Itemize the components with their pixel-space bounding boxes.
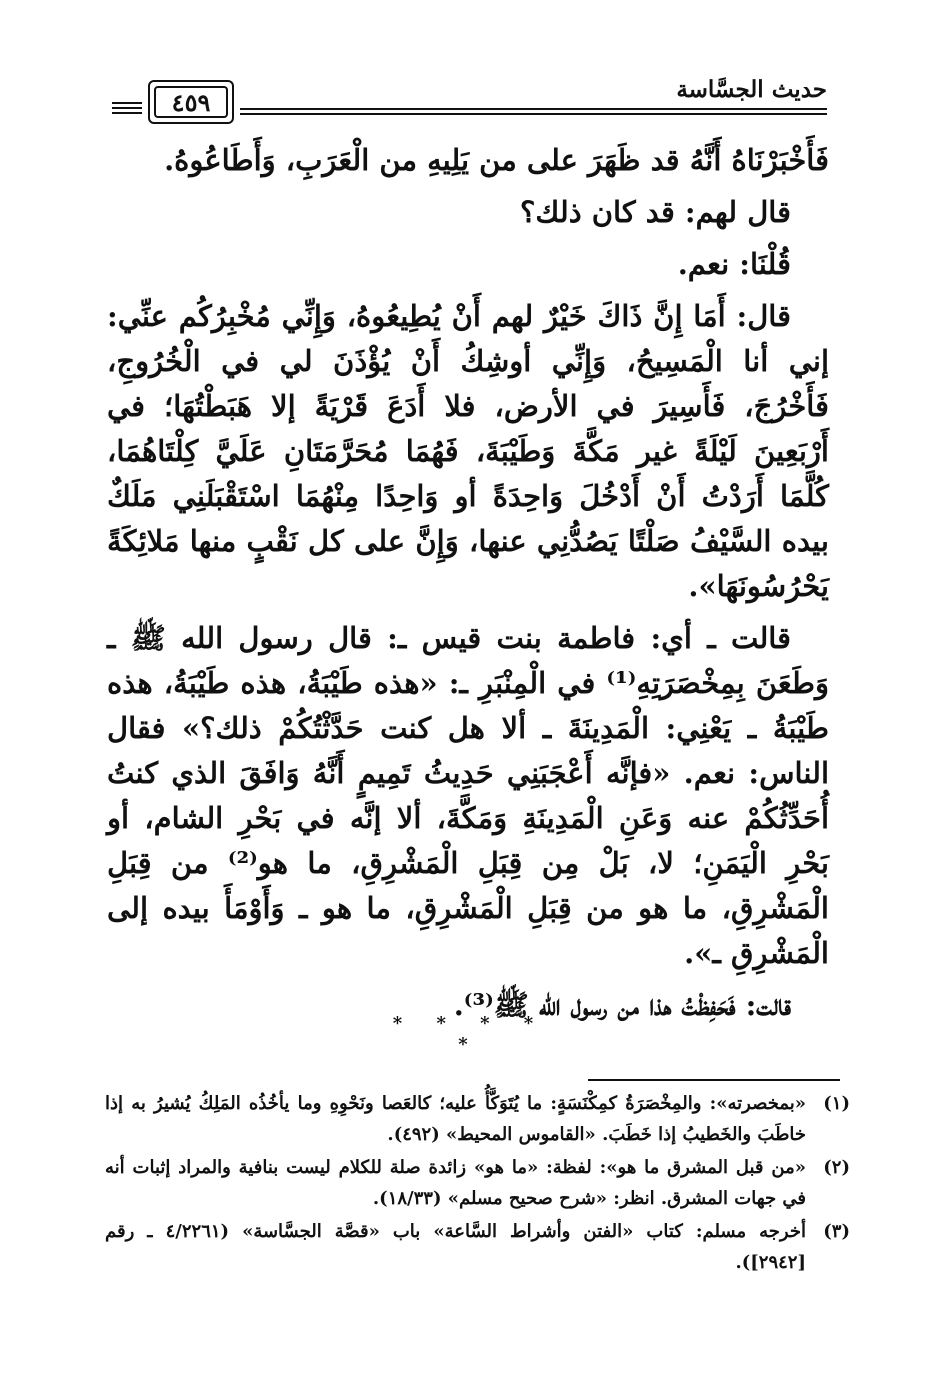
- page-number-frame: [148, 80, 234, 124]
- paragraph: قال: أَمَا إِنَّ ذَاكَ خَيْرٌ لهم أَنْ يُطِيعُوهُ، وَإِنِّي مُخْبِرُكُم عنِّي: إني أنا الْمَسِيحُ، وَإِنِّي أوشِكُ أَنْ يُؤْذَنَ لي في الْخُرُوجِ، فَأَخْرُجَ، فَأَسِيرَ في الأرض، فلا أَدَعَ قَرْيَةً إلا هَبَطْتُهَا؛ في أَرْبَعِينَ لَيْلَةً غير مَكَّةَ وَطَيْبَةَ، فَهُمَا مُحَرَّمَتَانِ عَلَيَّ كِلْتَاهُمَا، كُلَّمَا أَرَدْتُ أَنْ أَدْخُلَ وَاحِدَةً أو وَاحِدًا مِنْهُمَا اسْتَقْبَلَنِي مَلَكٌ بيده السَّيْفُ صَلْتًا يَصُدُّنِي عنها، وَإِنَّ على كل نَقْبٍ منها مَلائِكَةً يَحْرُسُونَهَا».: [107, 299, 829, 603]
- footnote-number: (١): [823, 1093, 850, 1114]
- paragraph: فَأَخْبَرْنَاهُ أَنَّهُ قد ظَهَرَ على من يَلِيهِ من الْعَرَبِ، وَأَطَاعُوهُ.: [164, 143, 829, 177]
- paragraph: قالت ـ أي: فاطمة بنت قيس ـ: قال رسول الله ﷺ ـ وَطَعَنَ بِمِخْصَرَتِهِ⁽¹⁾ في الْمِنْبَرِ ـ: «هذه طَيْبَةُ، هذه طَيْبَةُ، هذه طَيْبَةُ ـ يَعْنِي: الْمَدِينَةَ ـ ألا هل كنت حَدَّثْتُكُمْ ذلك؟» فقال الناس: نعم. «فإنَّه أَعْجَبَنِي حَدِيثُ تَمِيمٍ أَنَّهُ وَافَقَ الذي كنتُ أُحَدِّثُكُمْ عنه وَعَنِ الْمَدِينَةِ وَمَكَّةَ، ألا إنَّه في بَحْرِ الشام، أو بَحْرِ الْيَمَنِ؛ لا، بَلْ مِن قِبَلِ الْمَشْرِقِ، ما هو⁽²⁾ من قِبَلِ الْمَشْرِقِ، ما هو من قِبَلِ الْمَشْرِقِ، ما هو ـ وَأَوْمَأَ بيده إلى الْمَشْرِقِ ـ».: [107, 621, 830, 970]
- header-rule: [240, 108, 827, 110]
- footnote-text: «من قبل المشرق ما هو»: لفظة: «ما هو» زائدة صلة للكلام ليست بنافية والمراد إثبات أنه في جهات المشرق. انظر: «شرح صحيح مسلم» (١٨/٣٣).: [105, 1157, 806, 1209]
- footnote: [105, 1152, 850, 1214]
- header-rule: [112, 112, 142, 114]
- footnote-divider: [588, 1079, 840, 1081]
- header-rule: [112, 107, 142, 109]
- footnotes: [105, 1088, 850, 1280]
- chapter-title: حديث الجسَّاسة: [676, 76, 827, 103]
- paragraph: قال لهم: قد كان ذلك؟: [520, 195, 791, 229]
- header-rule: [240, 113, 827, 115]
- header-rule: [112, 102, 142, 104]
- paragraph: قُلْنَا: نعم.: [677, 247, 791, 281]
- footnote: [105, 1216, 850, 1278]
- footnote-text: «بمخصرته»: والمِخْصَرَةُ كمِكْنَسَةٍ: ما يُتَوَكَّأُ عليه؛ كالعَصا ونَحْوِهِ وما يأخُذُه المَلِكُ يُشيرُ به إذا خاطَبَ والخَطيبُ إذا خَطَبَ. «القاموس المحيط» (٤٩٢).: [105, 1093, 806, 1145]
- page-header: [112, 68, 827, 128]
- footnote-number: (٣): [823, 1221, 850, 1242]
- footnote-text: أخرجه مسلم: كتاب «الفتن وأشراط السَّاعة» باب «قصَّة الجسَّاسة» (٤/٢٢٦١ ـ رقم [٢٩٤٢]).: [105, 1221, 806, 1273]
- main-text: [107, 138, 829, 1035]
- footnote-number: (٢): [823, 1157, 850, 1178]
- paragraph: قالت: فَحَفِظْتُ هذا من رسول الله ﷺ⁽³⁾.: [453, 988, 791, 1022]
- page-number: ٤٥٩: [154, 86, 228, 118]
- section-separator: * * * * *: [392, 1013, 548, 1055]
- footnote: [105, 1088, 850, 1150]
